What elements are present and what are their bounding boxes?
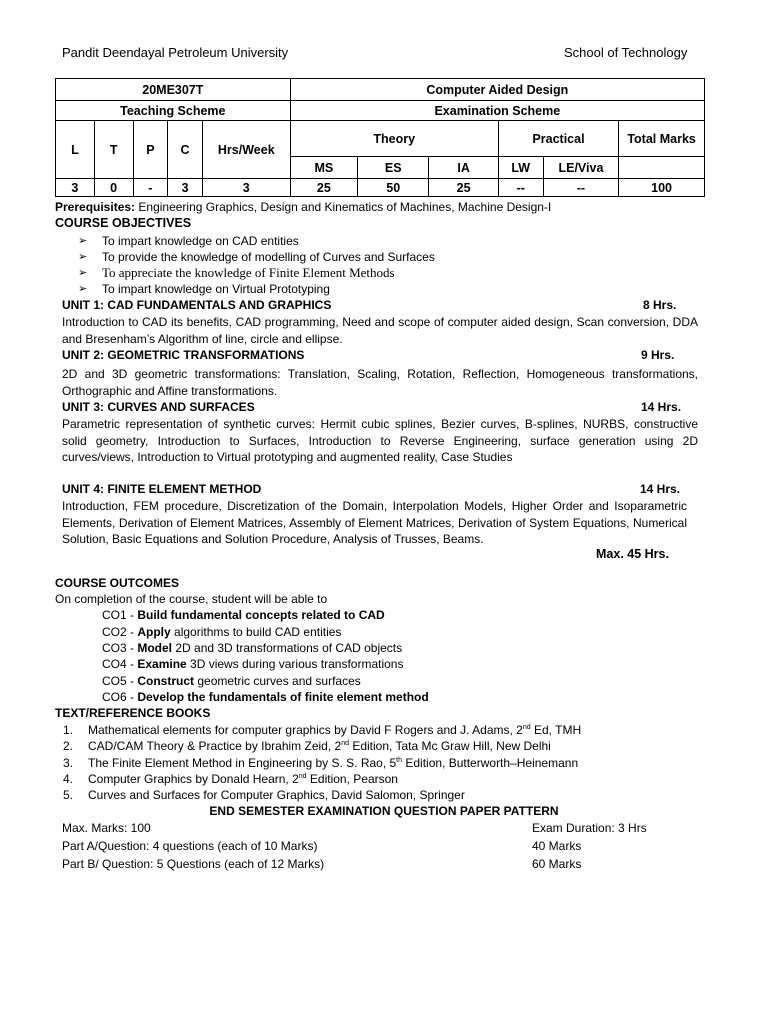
value-t: 0 xyxy=(94,179,133,197)
value-p: - xyxy=(133,179,168,197)
value-es: 50 xyxy=(358,179,429,197)
unit-3-title: UNIT 3: CURVES AND SURFACES xyxy=(62,400,255,414)
teaching-scheme-label: Teaching Scheme xyxy=(56,101,291,121)
col-hrs-week: Hrs/Week xyxy=(202,121,290,179)
unit-3-hours: 14 Hrs. xyxy=(641,400,682,414)
book-item: 4. Computer Graphics by Donald Hearn, 2nd Edition, Pearson xyxy=(63,771,398,786)
unit-4-hours: 14 Hrs. xyxy=(640,482,681,496)
outcome-item: CO2 - Apply algorithms to build CAD entities xyxy=(102,625,342,639)
book-item: 1. Mathematical elements for computer graphics by David F Rogers and J. Adams, 2nd Ed, TMH xyxy=(63,723,582,737)
col-es: ES xyxy=(358,157,429,179)
outcome-item: CO1 - Build fundamental concepts related to CAD xyxy=(102,608,385,622)
exam-part-a: Part A/Question: 4 questions (each of 10 Marks) xyxy=(62,839,318,853)
prerequisites xyxy=(55,200,551,214)
col-l: L xyxy=(56,121,95,179)
arrow-bullet-icon: ➢ xyxy=(78,235,88,247)
book-item: 5. Curves and Surfaces for Computer Graphics, David Salomon, Springer xyxy=(63,788,465,803)
unit-4-body: Introduction, FEM procedure, Discretization of the Domain, Interpolation Models, Higher Order and Isoparametric Elements, Derivation of Element Matrices, Assembly of Element Matrices, Derivation of System Equations, Numerical Solution, Basic Equations and Solution Procedure, Analysis of Trusses, Beams. xyxy=(62,499,687,546)
value-ms: 25 xyxy=(290,179,357,197)
col-lw: LW xyxy=(498,157,543,179)
col-total-empty xyxy=(619,157,705,179)
prerequisites-label: Prerequisites: xyxy=(55,200,136,214)
exam-duration: Exam Duration: 3 Hrs xyxy=(532,821,647,835)
scheme-table xyxy=(55,78,705,197)
col-ms: MS xyxy=(290,157,357,179)
university-name: Pandit Deendayal Petroleum University xyxy=(62,45,289,60)
books-heading: TEXT/REFERENCE BOOKS xyxy=(55,706,211,720)
col-le-viva: LE/Viva xyxy=(543,157,619,179)
exam-heading: END SEMESTER EXAMINATION QUESTION PAPER PATTERN xyxy=(209,804,559,818)
unit-4-title: UNIT 4: FINITE ELEMENT METHOD xyxy=(62,482,262,496)
max-hours: Max. 45 Hrs. xyxy=(596,547,669,561)
unit-1-title: UNIT 1: CAD FUNDAMENTALS AND GRAPHICS xyxy=(62,298,332,312)
outcome-item: CO6 - Develop the fundamentals of finite element method xyxy=(102,690,429,704)
course-title: Computer Aided Design xyxy=(290,79,704,101)
objectives-list xyxy=(78,233,435,297)
school-name: School of Technology xyxy=(564,45,688,60)
objective-item: ➢ To provide the knowledge of modelling of Curves and Surfaces xyxy=(78,250,435,264)
objectives-heading: COURSE OBJECTIVES xyxy=(55,216,192,230)
practical-label: Practical xyxy=(498,121,618,157)
theory-label: Theory xyxy=(290,121,498,157)
exam-part-b: Part B/ Question: 5 Questions (each of 12 Marks) xyxy=(62,857,325,871)
outcomes-heading: COURSE OUTCOMES xyxy=(55,576,180,590)
books-list xyxy=(55,722,581,803)
course-code: 20ME307T xyxy=(56,79,291,101)
col-c: C xyxy=(168,121,203,179)
value-c: 3 xyxy=(168,179,203,197)
book-item: 3. The Finite Element Method in Engineering by S. S. Rao, 5th Edition, Butterworth–Heinemann xyxy=(63,755,579,770)
arrow-bullet-icon: ➢ xyxy=(78,251,88,263)
value-total: 100 xyxy=(619,179,705,197)
unit-2-title: UNIT 2: GEOMETRIC TRANSFORMATIONS xyxy=(62,348,305,362)
prerequisites-text: Engineering Graphics, Design and Kinematics of Machines, Machine Design-I xyxy=(138,200,552,214)
objective-item: ➢ To appreciate the knowledge of Finite Element Methods xyxy=(78,265,395,280)
book-item: 2. CAD/CAM Theory & Practice by Ibrahim Zeid, 2nd Edition, Tata Mc Graw Hill, New Delhi xyxy=(63,739,551,754)
value-lw: -- xyxy=(498,179,543,197)
outcomes-intro: On completion of the course, student will be able to xyxy=(55,592,328,606)
outcome-item: CO5 - Construct geometric curves and surfaces xyxy=(102,674,361,688)
value-l: 3 xyxy=(56,179,95,197)
col-t: T xyxy=(94,121,133,179)
examination-scheme-label: Examination Scheme xyxy=(290,101,704,121)
unit-3-body: Parametric representation of synthetic curves: Hermit cubic splines, Bezier curves, B-splines, NURBS, constructive solid geometry, Introduction to Surfaces, Introduction to Reverse Engineering, surface generation using 2D curves/views, Introduction to Virtual prototyping and augmented reality, Case Studies xyxy=(62,417,698,464)
unit-1-body: Introduction to CAD its benefits, CAD programming, Need and scope of computer aided design, Scan conversion, DDA and Bresenham’s Algorithm of line, circle and ellipse. xyxy=(62,315,698,346)
value-ia: 25 xyxy=(429,179,498,197)
unit-2-body: 2D and 3D geometric transformations: Translation, Scaling, Rotation, Reflection, Homogeneous transformations, Orthographic and Affine transformations. xyxy=(62,367,698,398)
exam-max-marks: Max. Marks: 100 xyxy=(62,821,151,835)
exam-part-a-marks: 40 Marks xyxy=(532,839,582,853)
unit-2-hours: 9 Hrs. xyxy=(641,348,675,362)
outcome-item: CO4 - Examine 3D views during various transformations xyxy=(102,657,404,671)
outcome-item: CO3 - Model 2D and 3D transformations of CAD objects xyxy=(102,641,403,655)
objective-item: ➢ To impart knowledge on CAD entities xyxy=(78,234,299,248)
arrow-bullet-icon: ➢ xyxy=(78,267,88,279)
value-hrs-week: 3 xyxy=(202,179,290,197)
objective-item: ➢ To impart knowledge on Virtual Prototyping xyxy=(78,282,330,296)
col-p: P xyxy=(133,121,168,179)
exam-part-b-marks: 60 Marks xyxy=(532,857,582,871)
value-le-viva: -- xyxy=(543,179,619,197)
col-ia: IA xyxy=(429,157,498,179)
total-marks-label: Total Marks xyxy=(619,121,705,157)
arrow-bullet-icon: ➢ xyxy=(78,283,88,295)
unit-1-hours: 8 Hrs. xyxy=(643,298,677,312)
